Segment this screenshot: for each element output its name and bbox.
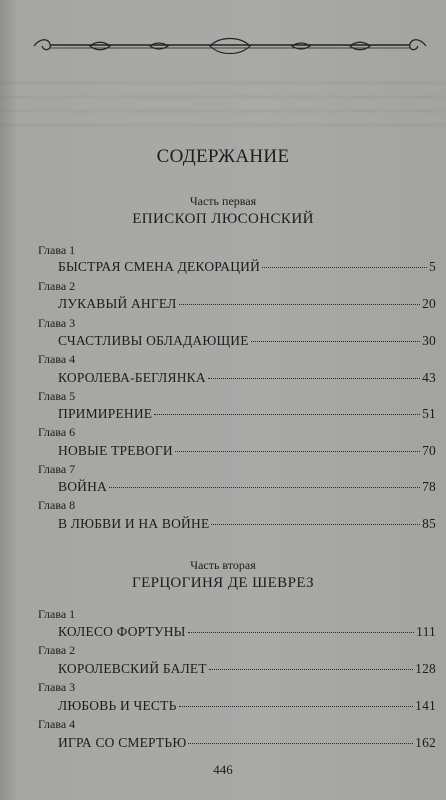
- page-ref: 20: [422, 296, 436, 311]
- toc-entry: [58, 443, 436, 459]
- part-label: Часть первая: [189, 194, 257, 208]
- page-ref: 70: [422, 443, 436, 458]
- chapter-title: НОВЫЕ ТРЕВОГИ: [58, 443, 173, 458]
- toc-entry: [58, 661, 436, 677]
- chapter-label: Глава 4: [38, 352, 76, 366]
- chapter-label: Глава 4: [38, 717, 76, 731]
- page-ref: 5: [429, 259, 436, 274]
- chapter-title: В ЛЮБВИ И НА ВОЙНЕ: [58, 516, 210, 531]
- dot-leader: [209, 669, 413, 670]
- toc-entry: [58, 516, 436, 532]
- dot-leader: [109, 487, 420, 488]
- page-ref: 78: [422, 479, 436, 494]
- toc-entry: [58, 479, 436, 495]
- toc-entry: [58, 698, 436, 714]
- page-ref: 141: [415, 698, 436, 713]
- bleed-through-text: [0, 70, 446, 130]
- chapter-title: ИГРА СО СМЕРТЬЮ: [58, 735, 187, 750]
- page-ref: 51: [422, 406, 436, 421]
- dot-leader: [211, 524, 420, 525]
- page-number: 446: [213, 762, 233, 777]
- chapter-label: Глава 1: [38, 607, 76, 621]
- toc-heading: СОДЕРЖАНИЕ: [156, 146, 290, 167]
- dot-leader: [154, 414, 420, 415]
- dot-leader: [188, 743, 413, 744]
- chapter-title: ЛЮБОВЬ И ЧЕСТЬ: [58, 698, 177, 713]
- dot-leader: [179, 706, 414, 707]
- toc-entry: [58, 406, 436, 422]
- page-ref: 111: [416, 624, 436, 639]
- dot-leader: [208, 378, 420, 379]
- ornamental-divider: [30, 36, 430, 56]
- dot-leader: [262, 267, 427, 268]
- chapter-label: Глава 7: [38, 462, 76, 476]
- chapter-label: Глава 8: [38, 498, 76, 512]
- toc-entry: [58, 735, 436, 751]
- dot-leader: [188, 632, 414, 633]
- chapter-title: КОРОЛЕВА-БЕГЛЯНКА: [58, 370, 206, 385]
- chapter-label: Глава 6: [38, 425, 76, 439]
- toc-entry: [58, 296, 436, 312]
- page-ref: 162: [415, 735, 436, 750]
- chapter-title: КОЛЕСО ФОРТУНЫ: [58, 624, 186, 639]
- part-label: Часть вторая: [190, 558, 256, 572]
- chapter-title: ВОЙНА: [58, 479, 108, 494]
- dot-leader: [251, 341, 420, 342]
- page-ref: 85: [422, 516, 436, 531]
- chapter-label: Глава 1: [38, 243, 76, 257]
- chapter-label: Глава 3: [38, 680, 76, 694]
- dot-leader: [175, 451, 420, 452]
- chapter-title: БЫСТРАЯ СМЕНА ДЕКОРАЦИЙ: [58, 259, 261, 274]
- page-ref: 128: [415, 661, 436, 676]
- toc-entry: [58, 259, 436, 275]
- chapter-label: Глава 3: [38, 316, 76, 330]
- toc-entry: [58, 333, 436, 349]
- chapter-label: Глава 2: [38, 279, 76, 293]
- chapter-label: Глава 2: [38, 643, 76, 657]
- page-ref: 30: [422, 333, 436, 348]
- chapter-title: СЧАСТЛИВЫ ОБЛАДАЮЩИЕ: [58, 333, 249, 348]
- dot-leader: [179, 304, 421, 305]
- chapter-title: ЛУКАВЫЙ АНГЕЛ: [58, 296, 177, 311]
- toc-entry: [58, 370, 436, 386]
- chapter-label: Глава 5: [38, 389, 76, 403]
- chapter-title: КОРОЛЕВСКИЙ БАЛЕТ: [58, 661, 207, 676]
- page-ref: 43: [422, 370, 436, 385]
- part-title: ЕПИСКОП ЛЮСОНСКИЙ: [132, 211, 314, 227]
- toc-entry: [58, 624, 436, 640]
- chapter-title: ПРИМИРЕНИЕ: [58, 406, 153, 421]
- part-title: ГЕРЦОГИНЯ ДЕ ШЕВРЕЗ: [132, 575, 314, 591]
